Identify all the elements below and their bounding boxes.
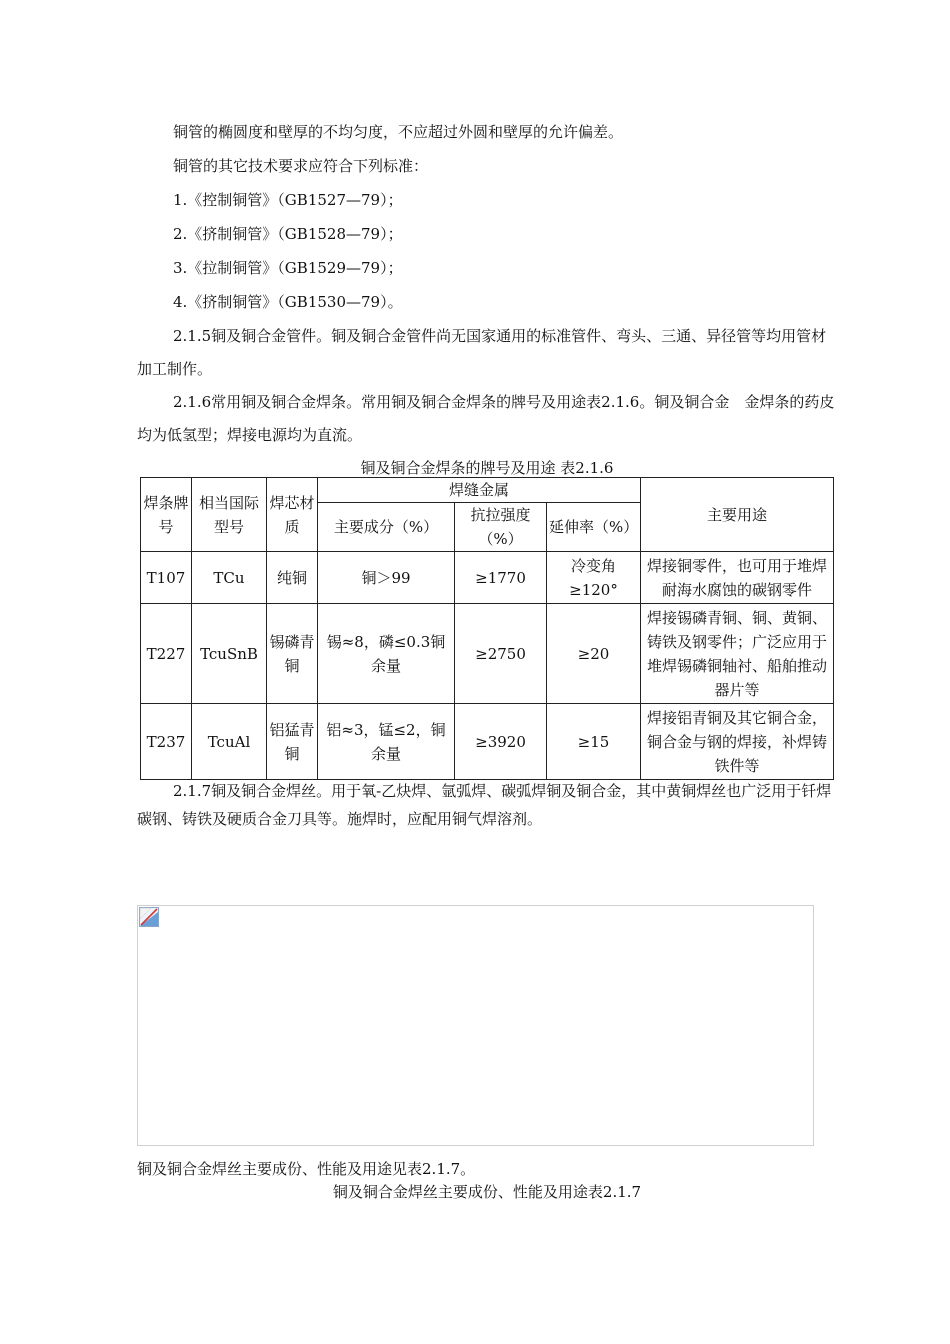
standard-list-item: 4.《挤制铜管》（GB1530—79）。 xyxy=(173,293,403,311)
standard-list-item: 1.《控制铜管》（GB1527—79）； xyxy=(173,191,403,209)
cell-model: TcuSnB xyxy=(192,604,267,704)
header-weld-metal: 焊缝金属 xyxy=(318,478,641,503)
paragraph-see-table-2-1-7: 铜及铜合金焊丝主要成份、性能及用途见表2.1.7。 xyxy=(137,1160,476,1178)
table-row xyxy=(141,704,834,780)
table-row xyxy=(141,604,834,704)
cell-composition: 铜＞99 xyxy=(318,552,455,604)
cell-core: 锡磷青铜 xyxy=(267,604,318,704)
table-row xyxy=(141,552,834,604)
header-intl-model: 相当国际型号 xyxy=(192,478,267,552)
cell-grade: T107 xyxy=(141,552,192,604)
standard-list-item: 2.《挤制铜管》（GB1528—79）； xyxy=(173,225,403,243)
cell-composition: 铝≈3，锰≤2，铜余量 xyxy=(318,704,455,780)
cell-tensile: ≥2750 xyxy=(455,604,547,704)
standard-list-item: 3.《拉制铜管》（GB1529—79）； xyxy=(173,259,403,277)
cell-core: 铝猛青铜 xyxy=(267,704,318,780)
cell-usage: 焊接锡磷青铜、铜、黄铜、铸铁及钢零件；广泛应用于堆焊锡磷铜轴衬、船舶推动器片等 xyxy=(641,604,834,704)
cell-model: TCu xyxy=(192,552,267,604)
header-tensile: 抗拉强度（%） xyxy=(455,503,547,552)
cell-usage: 焊接铜零件，也可用于堆焊耐海水腐蚀的碳钢零件 xyxy=(641,552,834,604)
cell-composition: 锡≈8，磷≤0.3铜余量 xyxy=(318,604,455,704)
paragraph-2-1-7: 2.1.7铜及铜合金焊丝。用于氧-乙炔焊、氩弧焊、碳弧焊铜及铜合金，其中黄铜焊丝也广泛用于钎焊碳钢、铸铁及硬质合金刀具等。施焊时，应配用铜气焊溶剂。 xyxy=(137,782,832,828)
cell-tensile: ≥3920 xyxy=(455,704,547,780)
header-grade: 焊条牌号 xyxy=(141,478,192,552)
cell-elongation: ≥15 xyxy=(547,704,641,780)
cell-grade: T237 xyxy=(141,704,192,780)
cell-elongation: ≥20 xyxy=(547,604,641,704)
table-2-1-7-caption: 铜及铜合金焊丝主要成份、性能及用途表2.1.7 xyxy=(332,1183,642,1201)
table-2-1-6-caption: 铜及铜合金焊条的牌号及用途 表2.1.6 xyxy=(360,459,614,477)
cell-model: TcuAl xyxy=(192,704,267,780)
paragraph-2-1-5: 2.1.5铜及铜合金管件。铜及铜合金管件尚无国家通用的标准管件、弯头、三通、异径管等均用管材加工制作。 xyxy=(137,327,827,378)
header-core: 焊芯材质 xyxy=(267,478,318,552)
header-composition: 主要成分（%） xyxy=(318,503,455,552)
cell-grade: T227 xyxy=(141,604,192,704)
cell-elongation: 冷变角≥120° xyxy=(547,552,641,604)
paragraph-2-1-6: 2.1.6常用铜及铜合金焊条。常用铜及铜合金焊条的牌号及用途表2.1.6。铜及铜合金 金焊条的药皮均为低氢型；焊接电源均为直流。 xyxy=(137,393,835,444)
header-usage: 主要用途 xyxy=(641,478,834,552)
broken-image-icon xyxy=(139,907,159,927)
cell-core: 纯铜 xyxy=(267,552,318,604)
paragraph-ovality: 铜管的椭圆度和壁厚的不均匀度，不应超过外圆和壁厚的允许偏差。 xyxy=(173,123,624,141)
electrode-table xyxy=(140,477,834,780)
image-placeholder xyxy=(137,905,814,1146)
cell-tensile: ≥1770 xyxy=(455,552,547,604)
header-elongation: 延伸率（%） xyxy=(547,503,641,552)
paragraph-other-requirements: 铜管的其它技术要求应符合下列标准： xyxy=(173,157,429,175)
cell-usage: 焊接铝青铜及其它铜合金，铜合金与钢的焊接，补焊铸铁件等 xyxy=(641,704,834,780)
